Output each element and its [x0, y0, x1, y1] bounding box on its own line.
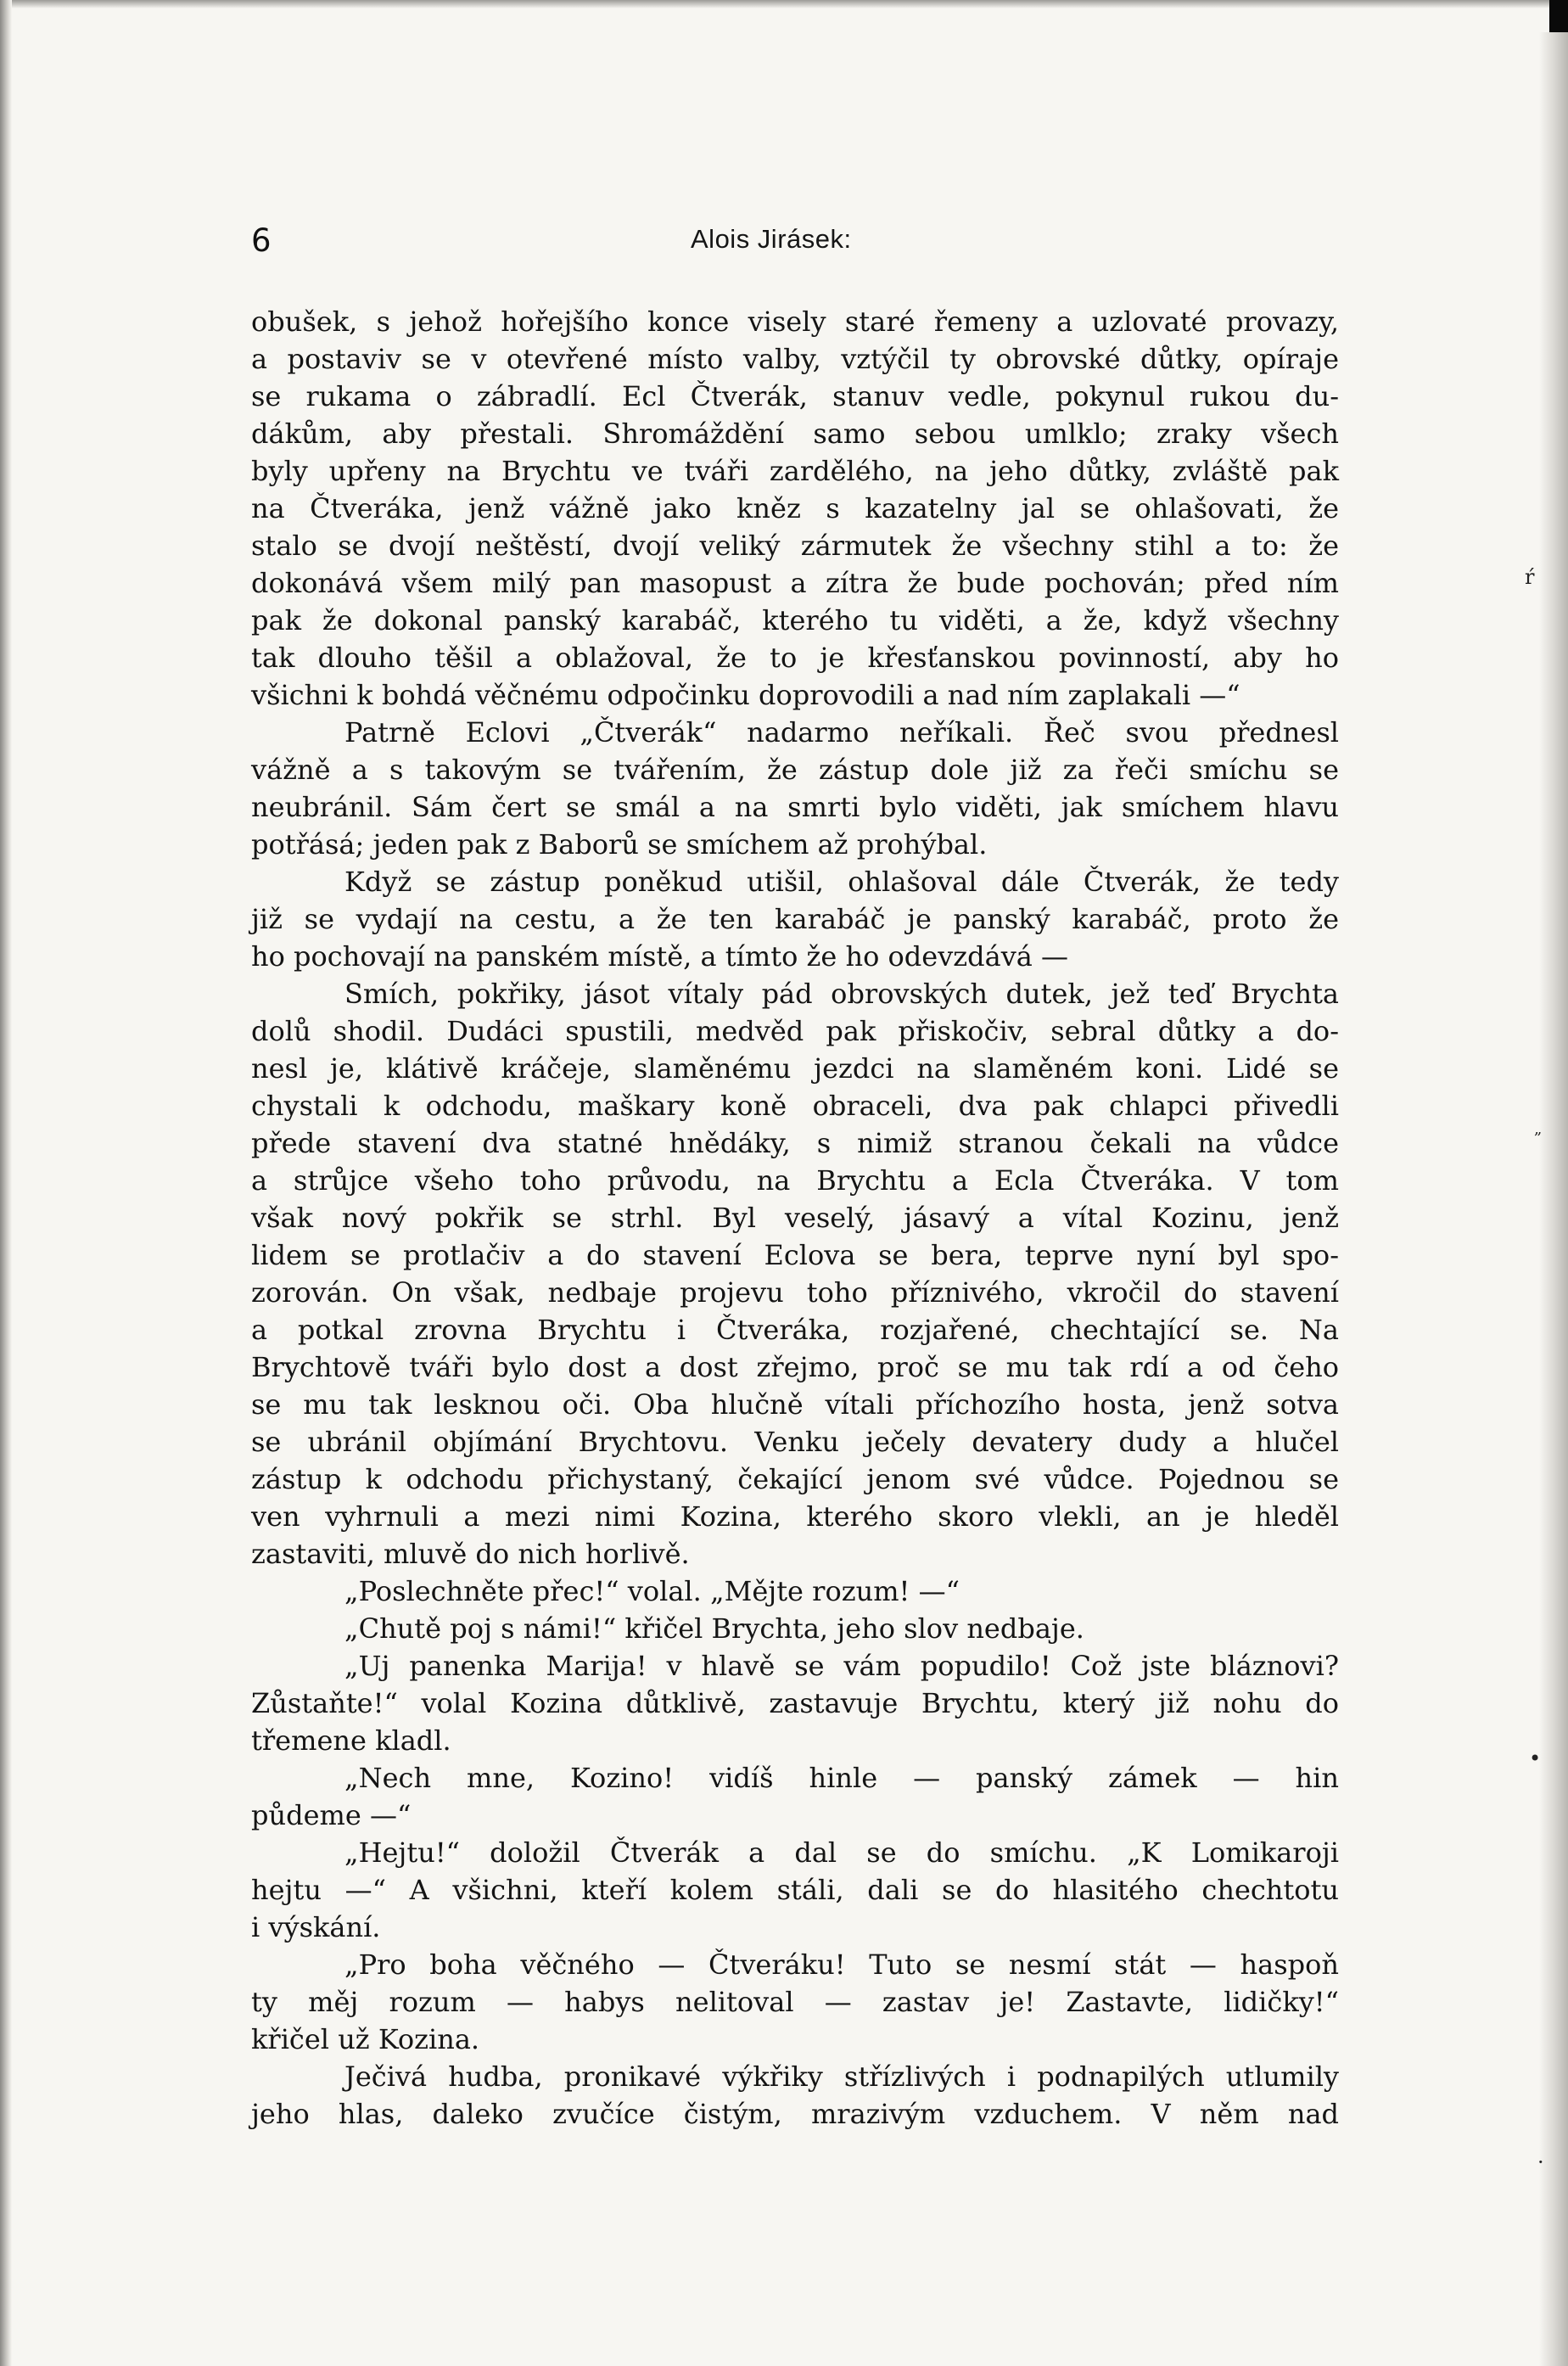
text-line: však nový pokřik se strhl. Byl veselý, jásavý a vítal Kozinu, jenž — [251, 1202, 1339, 1234]
text-line: vážně a s takovým se tvářením, že zástup dole již za řeči smíchu se — [251, 754, 1339, 786]
text-line: zástup k odchodu přichystaný, čekající jenom své vůdce. Pojednou se — [251, 1463, 1339, 1495]
text-line: dákům, aby přestali. Shromáždění samo sebou umlklo; zraky všech — [251, 418, 1339, 450]
margin-mark: „ — [1534, 1120, 1543, 1138]
left-page-edge — [0, 0, 12, 2366]
text-line: se mu tak lesknou oči. Oba hlučně vítali příchozího hosta, jenž sotva — [251, 1388, 1339, 1421]
header-title: Alois Jirásek: — [691, 224, 852, 254]
text-line: chystali k odchodu, maškary koně obraceli, dva pak chlapci přivedli — [251, 1090, 1339, 1122]
paragraph-first-line: Patrně Eclovi „Čtverák“ nadarmo neříkali. Řeč svou přednesl — [344, 716, 1339, 748]
text-line: přede stavení dva statné hnědáky, s nimiž stranou čekali na vůdce — [251, 1127, 1339, 1159]
margin-mark: • — [1529, 1746, 1542, 1770]
text-line: hejtu —“ A všichni, kteří kolem stáli, dali se do hlasitého chechtotu — [251, 1874, 1339, 1906]
text-line: i výskání. — [251, 1911, 381, 1943]
text-line: tak dlouho těšil a oblažoval, že to je křesťanskou povinností, aby ho — [251, 642, 1339, 674]
text-line: nesl je, klátivě kráčeje, slaměnému jezdci na slaměném koni. Lidé se — [251, 1052, 1339, 1085]
text-line: potřásá; jeden pak z Baborů se smíchem až prohýbal. — [251, 828, 988, 861]
right-page-edge — [1539, 32, 1568, 2366]
text-line: dolů shodil. Dudáci spustili, medvěd pak přiskočiv, sebral důtky a do- — [251, 1015, 1339, 1047]
text-line: již se vydají na cestu, a že ten karabáč je panský karabáč, proto že — [251, 903, 1339, 935]
text-line: se rukama o zábradlí. Ecl Čtverák, stanuv vedle, pokynul rukou du- — [251, 380, 1339, 412]
body-text — [251, 303, 1339, 2133]
text-line: pak že dokonal panský karabáč, kterého tu viděti, a že, když všechny — [251, 604, 1339, 636]
text-line: ho pochovají na panském místě, a tímto že ho odevzdává — — [251, 940, 1069, 973]
paragraph-first-line: „Pro boha věčného — Čtveráku! Tuto se nesmí stát — haspoň — [344, 1948, 1339, 1981]
paragraph-first-line: Ječivá hudba, pronikavé výkřiky střízlivých i podnapilých utlumily — [344, 2060, 1339, 2093]
text-line: a postaviv se v otevřené místo valby, vztýčil ty obrovské důtky, opíraje — [251, 343, 1339, 375]
paragraph-first-line: Smích, pokřiky, jásot vítaly pád obrovských dutek, jež teď Brychta — [344, 978, 1339, 1010]
paragraph-first-line: „Hejtu!“ doložil Čtverák a dal se do smíchu. „K Lomikaroji — [344, 1836, 1339, 1869]
text-line: Zůstaňte!“ volal Kozina důtklivě, zastavuje Brychtu, který již nohu do — [251, 1687, 1339, 1719]
paragraph-first-line: Když se zástup poněkud utišil, ohlašoval dále Čtverák, že tedy — [344, 866, 1339, 898]
running-head — [251, 222, 1334, 263]
top-page-edge — [0, 0, 1568, 8]
text-line: dokonává všem milý pan masopust a zítra že bude pochován; před ním — [251, 567, 1339, 599]
scan-corner-shadow — [1549, 0, 1568, 32]
paragraph-first-line: „Nech mne, Kozino! vidíš hinle — panský zámek — hin — [344, 1762, 1339, 1794]
text-line: a strůjce všeho toho průvodu, na Brychtu a Ecla Čtveráka. V tom — [251, 1164, 1339, 1197]
text-line: všichni k bohdá věčnému odpočinku doprovodili a nad ním zaplakali —“ — [251, 679, 1240, 711]
paragraph-first-line: „Chutě poj s námi!“ křičel Brychta, jeho slov nedbaje. — [344, 1612, 1084, 1645]
margin-mark: · — [1537, 2150, 1544, 2174]
text-line: třemene kladl. — [251, 1724, 451, 1757]
paragraph-first-line: „Uj panenka Marija! v hlavě se vám popudilo! Což jste bláznovi? — [344, 1650, 1339, 1682]
text-line: obušek, s jehož hořejšího konce visely staré řemeny a uzlovaté provazy, — [251, 306, 1339, 338]
text-line: půdeme —“ — [251, 1799, 412, 1831]
margin-mark: ŕ — [1525, 565, 1535, 589]
text-line: ty měj rozum — habys nelitoval — zastav je! Zastavte, lidičky!“ — [251, 1986, 1339, 2018]
text-line: a potkal zrovna Brychtu i Čtveráka, rozjařené, chechtající se. Na — [251, 1314, 1339, 1346]
page-number: 6 — [251, 222, 272, 259]
text-line: Brychtově tváři bylo dost a dost zřejmo, proč se mu tak rdí a od čeho — [251, 1351, 1339, 1383]
text-line: na Čtveráka, jenž vážně jako kněz s kazatelny jal se ohlašovati, že — [251, 492, 1339, 524]
text-line: stalo se dvojí neštěstí, dvojí veliký zármutek že všechny stihl a to: že — [251, 530, 1339, 562]
text-line: lidem se protlačiv a do stavení Eclova se bera, teprve nyní byl spo- — [251, 1239, 1339, 1271]
text-line: se ubránil objímání Brychtovu. Venku ječely devatery dudy a hlučel — [251, 1426, 1339, 1458]
text-line: křičel už Kozina. — [251, 2023, 480, 2055]
text-line: zorován. On však, nedbaje projevu toho příznivého, vkročil do stavení — [251, 1276, 1339, 1309]
text-line: jeho hlas, daleko zvučíce čistým, mrazivým vzduchem. V něm nad — [251, 2098, 1339, 2130]
text-line: ven vyhrnuli a mezi nimi Kozina, kterého skoro vlekli, an je hleděl — [251, 1500, 1339, 1533]
text-line: neubránil. Sám čert se smál a na smrti bylo viděti, jak smíchem hlavu — [251, 791, 1339, 823]
paragraph-first-line: „Poslechněte přec!“ volal. „Mějte rozum! —“ — [344, 1575, 960, 1607]
text-line: byly upřeny na Brychtu ve tváři zardělého, na jeho důtky, zvláště pak — [251, 455, 1339, 487]
text-line: zastaviti, mluvě do nich horlivě. — [251, 1538, 690, 1570]
